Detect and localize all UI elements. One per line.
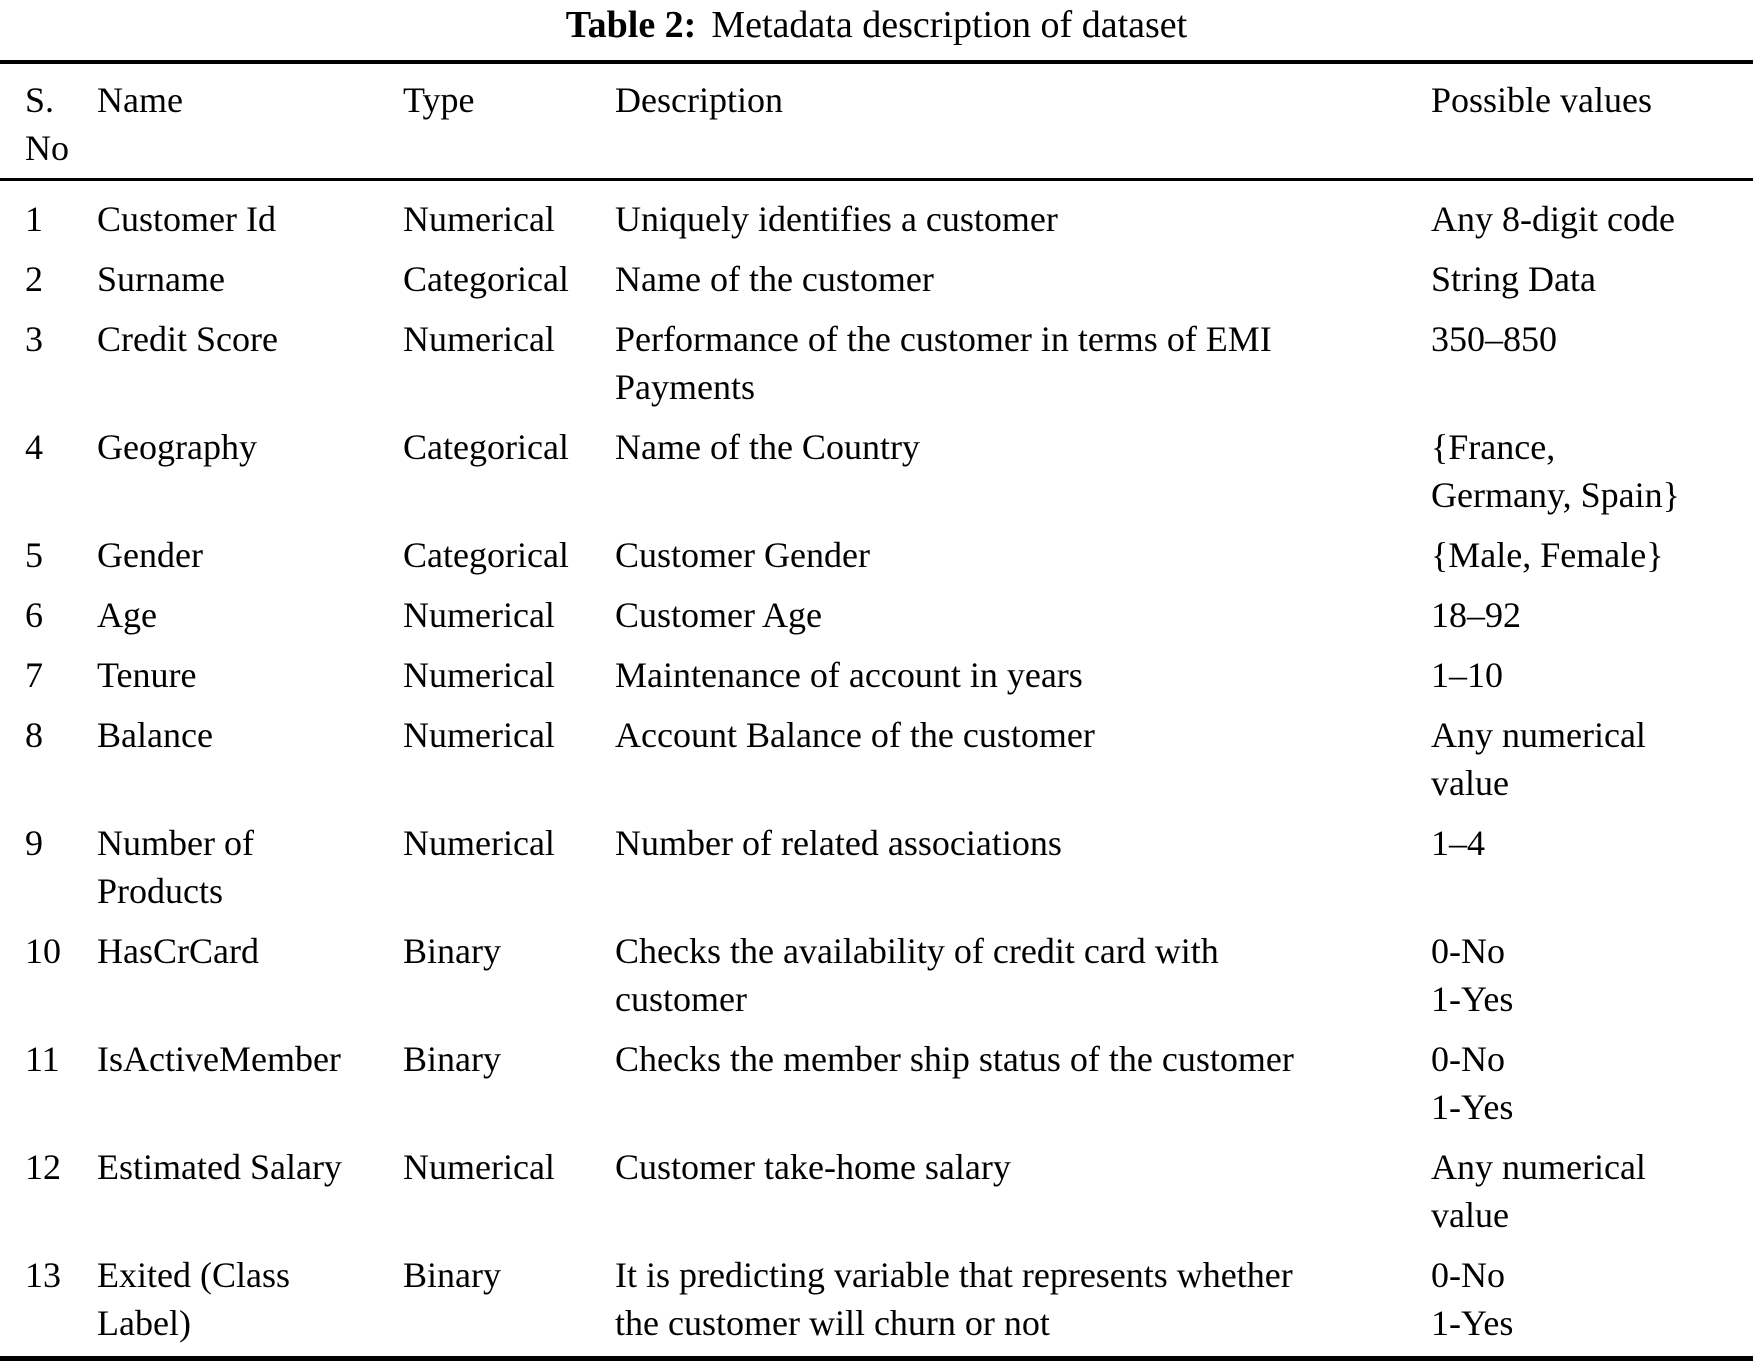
cell-possible-values: [1431, 639, 1753, 699]
cell-line: Categorical: [403, 535, 569, 575]
cell-type: [403, 411, 615, 519]
cell-possible-values: [1431, 1131, 1753, 1239]
cell-line: Numerical: [403, 595, 555, 635]
cell-line: 2: [25, 259, 43, 299]
cell-line: String Data: [1431, 259, 1596, 299]
cell-line: Uniquely identifies a customer: [615, 199, 1058, 239]
cell-possible-values: [1431, 303, 1753, 411]
col-header-name-label: Name: [97, 80, 183, 120]
col-header-description-label: Description: [615, 80, 783, 120]
cell-type: [403, 243, 615, 303]
cell-line: the customer will churn or not: [615, 1303, 1050, 1343]
cell-name: [97, 579, 403, 639]
cell-line: Any 8-digit code: [1431, 199, 1675, 239]
metadata-table: [0, 60, 1753, 1361]
cell-line: 12: [25, 1147, 61, 1187]
cell-possible-values: [1431, 699, 1753, 807]
cell-description: [615, 915, 1431, 1023]
cell-line: {Male, Female}: [1431, 535, 1664, 575]
cell-line: 13: [25, 1255, 61, 1295]
cell-line: Binary: [403, 931, 501, 971]
col-header-type: [403, 62, 615, 180]
cell-line: Name of the customer: [615, 259, 934, 299]
cell-line: Estimated Salary: [97, 1147, 342, 1187]
cell-line: 18–92: [1431, 595, 1521, 635]
table-caption: [0, 0, 1753, 60]
cell-name: [97, 519, 403, 579]
cell-line: 5: [25, 535, 43, 575]
cell-possible-values: [1431, 1023, 1753, 1131]
cell-line: {France,: [1431, 427, 1556, 467]
cell-line: It is predicting variable that represents whether: [615, 1255, 1293, 1295]
table-row: [0, 1131, 1753, 1239]
cell-name: [97, 915, 403, 1023]
cell-name: [97, 180, 403, 244]
cell-line: 3: [25, 319, 43, 359]
cell-line: Products: [97, 871, 223, 911]
cell-line: Tenure: [97, 655, 197, 695]
table-row: [0, 243, 1753, 303]
cell-description: [615, 579, 1431, 639]
cell-line: Age: [97, 595, 157, 635]
cell-sno: [0, 1239, 97, 1359]
cell-line: 1-Yes: [1431, 979, 1514, 1019]
cell-line: Checks the member ship status of the customer: [615, 1039, 1294, 1079]
col-header-possible-values-label: Possible values: [1431, 80, 1652, 120]
cell-line: 0-No: [1431, 1039, 1505, 1079]
cell-type: [403, 807, 615, 915]
table-caption-text: Metadata description of dataset: [711, 4, 1188, 46]
cell-sno: [0, 915, 97, 1023]
cell-line: Number of: [97, 823, 254, 863]
cell-possible-values: [1431, 807, 1753, 915]
cell-sno: [0, 1023, 97, 1131]
cell-line: Name of the Country: [615, 427, 920, 467]
cell-line: Surname: [97, 259, 225, 299]
cell-sno: [0, 579, 97, 639]
cell-line: Germany, Spain}: [1431, 475, 1680, 515]
table-row: [0, 303, 1753, 411]
cell-description: [615, 807, 1431, 915]
col-header-name: [97, 62, 403, 180]
cell-type: [403, 1131, 615, 1239]
table-caption-label: Table 2:: [565, 4, 697, 46]
cell-sno: [0, 180, 97, 244]
table-row: [0, 180, 1753, 244]
cell-line: Customer Age: [615, 595, 822, 635]
cell-line: HasCrCard: [97, 931, 259, 971]
cell-type: [403, 579, 615, 639]
cell-line: Numerical: [403, 1147, 555, 1187]
table-header: [0, 62, 1753, 180]
cell-name: [97, 639, 403, 699]
col-header-sno-line1: S.: [25, 80, 55, 120]
cell-name: [97, 807, 403, 915]
cell-line: Any numerical: [1431, 715, 1646, 755]
cell-sno: [0, 1131, 97, 1239]
cell-line: 7: [25, 655, 43, 695]
cell-line: Exited (Class: [97, 1255, 290, 1295]
cell-type: [403, 1023, 615, 1131]
cell-line: 6: [25, 595, 43, 635]
cell-description: [615, 411, 1431, 519]
cell-line: Any numerical: [1431, 1147, 1646, 1187]
cell-line: IsActiveMember: [97, 1039, 341, 1079]
cell-description: [615, 180, 1431, 244]
cell-line: Payments: [615, 367, 755, 407]
cell-line: 1-Yes: [1431, 1303, 1514, 1343]
cell-line: 350–850: [1431, 319, 1557, 359]
cell-name: [97, 699, 403, 807]
table-body: [0, 180, 1753, 1359]
cell-line: 1–10: [1431, 655, 1503, 695]
cell-line: Numerical: [403, 199, 555, 239]
table-row: [0, 915, 1753, 1023]
col-header-sno-line2: No: [25, 128, 69, 168]
cell-possible-values: [1431, 411, 1753, 519]
cell-line: 9: [25, 823, 43, 863]
cell-line: Geography: [97, 427, 257, 467]
cell-line: Numerical: [403, 823, 555, 863]
cell-sno: [0, 303, 97, 411]
cell-line: Numerical: [403, 715, 555, 755]
cell-line: Performance of the customer in terms of EMI: [615, 319, 1272, 359]
cell-line: Binary: [403, 1039, 501, 1079]
cell-line: Gender: [97, 535, 203, 575]
cell-sno: [0, 807, 97, 915]
cell-line: Checks the availability of credit card with: [615, 931, 1219, 971]
cell-description: [615, 1023, 1431, 1131]
cell-description: [615, 303, 1431, 411]
cell-line: 0-No: [1431, 1255, 1505, 1295]
cell-type: [403, 519, 615, 579]
cell-possible-values: [1431, 579, 1753, 639]
cell-name: [97, 1023, 403, 1131]
table-row: [0, 639, 1753, 699]
cell-line: Number of related associations: [615, 823, 1062, 863]
cell-type: [403, 699, 615, 807]
cell-line: customer: [615, 979, 747, 1019]
header-row: [0, 62, 1753, 180]
cell-sno: [0, 243, 97, 303]
cell-name: [97, 303, 403, 411]
cell-sno: [0, 411, 97, 519]
cell-name: [97, 411, 403, 519]
cell-sno: [0, 639, 97, 699]
cell-line: Binary: [403, 1255, 501, 1295]
table-row: [0, 699, 1753, 807]
cell-line: Credit Score: [97, 319, 278, 359]
cell-line: Categorical: [403, 427, 569, 467]
col-header-possible-values: [1431, 62, 1753, 180]
cell-description: [615, 699, 1431, 807]
col-header-type-label: Type: [403, 80, 475, 120]
cell-line: 10: [25, 931, 61, 971]
cell-type: [403, 915, 615, 1023]
cell-line: Balance: [97, 715, 213, 755]
cell-line: value: [1431, 763, 1509, 803]
cell-name: [97, 1131, 403, 1239]
cell-line: Maintenance of account in years: [615, 655, 1083, 695]
col-header-sno: [0, 62, 97, 180]
col-header-description: [615, 62, 1431, 180]
table-row: [0, 1239, 1753, 1359]
cell-line: Label): [97, 1303, 191, 1343]
cell-line: Customer Gender: [615, 535, 870, 575]
table-row: [0, 807, 1753, 915]
cell-line: Numerical: [403, 319, 555, 359]
cell-possible-values: [1431, 1239, 1753, 1359]
cell-possible-values: [1431, 243, 1753, 303]
cell-line: 4: [25, 427, 43, 467]
cell-description: [615, 639, 1431, 699]
cell-sno: [0, 699, 97, 807]
cell-description: [615, 519, 1431, 579]
cell-possible-values: [1431, 180, 1753, 244]
cell-line: 1-Yes: [1431, 1087, 1514, 1127]
cell-name: [97, 243, 403, 303]
cell-type: [403, 1239, 615, 1359]
cell-line: Customer take-home salary: [615, 1147, 1011, 1187]
cell-description: [615, 1239, 1431, 1359]
table-row: [0, 1023, 1753, 1131]
table-row: [0, 579, 1753, 639]
cell-line: value: [1431, 1195, 1509, 1235]
cell-line: 8: [25, 715, 43, 755]
cell-line: Numerical: [403, 655, 555, 695]
table-row: [0, 519, 1753, 579]
cell-description: [615, 1131, 1431, 1239]
cell-type: [403, 303, 615, 411]
cell-line: Categorical: [403, 259, 569, 299]
table-row: [0, 411, 1753, 519]
cell-line: Account Balance of the customer: [615, 715, 1095, 755]
cell-type: [403, 639, 615, 699]
cell-type: [403, 180, 615, 244]
cell-sno: [0, 519, 97, 579]
cell-name: [97, 1239, 403, 1359]
cell-line: 0-No: [1431, 931, 1505, 971]
cell-line: 1: [25, 199, 43, 239]
cell-possible-values: [1431, 519, 1753, 579]
cell-line: 11: [25, 1039, 60, 1079]
cell-possible-values: [1431, 915, 1753, 1023]
cell-line: Customer Id: [97, 199, 276, 239]
cell-line: 1–4: [1431, 823, 1485, 863]
cell-description: [615, 243, 1431, 303]
